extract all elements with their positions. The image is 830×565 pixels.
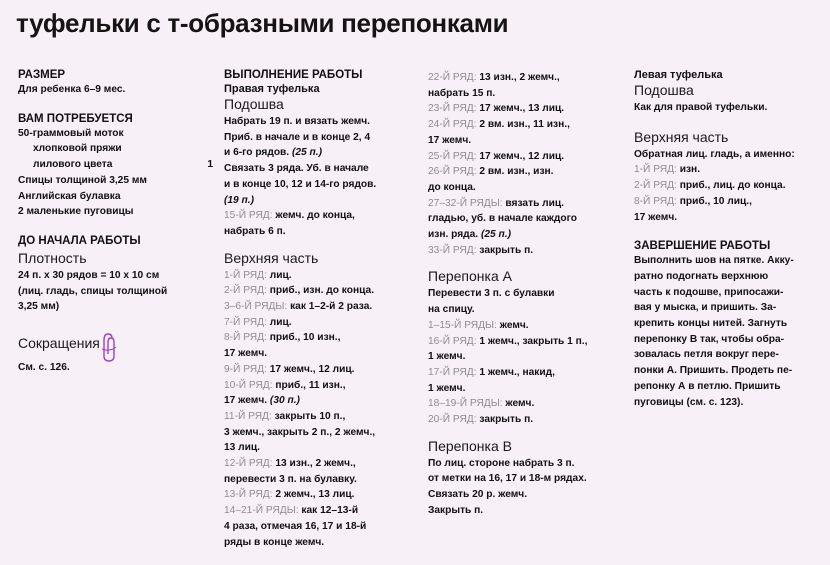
row-text: жемч.: [499, 319, 529, 331]
work-heading: ВЫПОЛНЕНИЕ РАБОТЫ: [224, 69, 363, 81]
materials-heading: ВАМ ПОТРЕБУЕТСЯ: [18, 112, 133, 125]
row-text: лиц.: [269, 269, 292, 281]
row-label: 20-Й РЯД:: [428, 414, 477, 426]
row-instruction: [428, 196, 628, 212]
row-label: 1-Й РЯД:: [634, 164, 677, 176]
row-text: 2 вм. изн., 11 изн.,: [479, 119, 570, 131]
instruction-line: 4 раза, отмечая 16, 17 и 18-й: [224, 520, 367, 532]
sole-subheading: Подошва: [224, 96, 284, 112]
density-line: 3,25 мм): [18, 301, 60, 313]
materials-line: [18, 157, 213, 173]
upper-subheading: Верхняя часть: [634, 128, 729, 145]
stitch-count: (25 п.): [291, 147, 322, 159]
upper-subheading: Верхняя часть: [224, 249, 319, 266]
row-instruction: [428, 318, 628, 334]
density-subheading: Плотность: [18, 249, 87, 266]
instruction-line: По лиц. стороне набрать 3 п.: [428, 457, 575, 469]
density-line: (лиц. гладь, спицы толщиной: [18, 285, 168, 297]
instruction-line: и в конце 10, 12 и 14-го рядов.: [224, 178, 377, 190]
row-text: как 1–2-й 2 раза.: [290, 301, 373, 313]
row-label: 23-Й РЯД:: [428, 103, 477, 115]
instruction-line: Как для правой туфельки.: [634, 102, 768, 113]
finishing-line: пуговицы (см. с. 123).: [634, 396, 744, 408]
row-text: 1 жемч., накид,: [479, 366, 555, 378]
instruction-line: набрать 6 п.: [224, 225, 286, 237]
finishing-line: понки А. Пришить. Продеть пе-: [634, 365, 793, 377]
column-left-shoe: [634, 68, 824, 410]
materials-line: 50-граммовый моток: [18, 127, 124, 139]
stitch-count: (19 п.): [224, 194, 255, 206]
row-label: 9-Й РЯД:: [224, 363, 267, 375]
strap-b-subheading: Перепонка В: [428, 437, 512, 454]
row-text: 13 изн., 2 жемч.,: [275, 458, 356, 470]
column-right-shoe: [224, 68, 419, 550]
row-instruction: [224, 487, 419, 503]
finishing-line: репонку А в петлю. Пришить: [634, 380, 781, 392]
instruction-line: 1 жемч.: [428, 382, 466, 394]
row-instruction: [428, 70, 628, 86]
row-label: 27–32-Й РЯДЫ:: [428, 197, 503, 209]
row-instruction: [634, 194, 824, 210]
materials-line: 2 маленькие пуговицы: [18, 206, 134, 218]
row-label: 18–19-Й РЯДЫ:: [428, 398, 503, 410]
row-label: 3–6-Й РЯДЫ:: [224, 301, 288, 313]
row-instruction: [428, 243, 628, 259]
row-label: 17-Й РЯД:: [428, 366, 477, 378]
abbreviations-subheading: Сокращения: [18, 334, 100, 351]
column-straps: [428, 70, 628, 519]
instruction-line: 17 жемч.: [224, 348, 268, 360]
row-text: 13 изн., 2 жемч.,: [479, 72, 560, 83]
row-instruction: [224, 283, 419, 299]
size-heading: РАЗМЕР: [18, 69, 66, 81]
row-label: 26-Й РЯД:: [428, 166, 477, 178]
row-instruction: [224, 503, 419, 519]
instruction-line: гладью, уб. в начале каждого: [428, 213, 577, 225]
row-instruction: [224, 315, 419, 331]
row-instruction: [428, 396, 628, 412]
row-text: приб., 11 изн.,: [275, 379, 346, 391]
finishing-heading: ЗАВЕРШЕНИЕ РАБОТЫ: [634, 240, 771, 253]
yarn-color: лилового цвета: [33, 159, 113, 171]
row-instruction: [224, 456, 419, 472]
row-label: 15-Й РЯД:: [224, 210, 273, 222]
safety-pin-icon: [102, 330, 124, 364]
instruction-line: Связать 3 ряда. Уб. в начале: [224, 163, 369, 175]
row-label: 8-Й РЯД:: [224, 332, 267, 344]
row-instruction: [224, 299, 419, 315]
row-text: вязать лиц.: [505, 197, 564, 209]
finishing-line: ратно подогнать верхнюю: [634, 270, 769, 282]
row-label: 2-Й РЯД:: [224, 285, 267, 297]
row-label: 8-Й РЯД:: [634, 195, 677, 207]
before-start-heading: ДО НАЧАЛА РАБОТЫ: [18, 234, 141, 247]
row-text: 17 жемч., 12 лиц.: [269, 363, 355, 375]
row-label: 33-Й РЯД:: [428, 244, 477, 256]
instruction-line: [224, 145, 419, 161]
row-label: 25-Й РЯД:: [428, 150, 477, 162]
yarn-quantity: 1: [207, 159, 213, 171]
size-text: Для ребенка 6–9 мес.: [18, 84, 126, 95]
row-instruction: [428, 365, 628, 381]
row-instruction: [428, 412, 628, 428]
row-label: 11-Й РЯД:: [224, 410, 272, 422]
instruction-line: [428, 227, 628, 243]
row-text: 2 вм. изн., изн.: [479, 166, 554, 178]
row-label: 7-Й РЯД:: [224, 316, 267, 328]
instruction-line: Набрать 19 п. и вязать жемч.: [224, 116, 371, 127]
instruction-text: изн. ряда.: [428, 229, 479, 241]
finishing-line: Выполнить шов на пятке. Акку-: [634, 255, 794, 267]
row-text: закрыть п.: [479, 244, 534, 256]
row-text: как 12–13-й: [301, 505, 359, 517]
strap-a-subheading: Перепонка А: [428, 268, 512, 285]
row-instruction: [224, 208, 419, 224]
finishing-line: вая у мыска, и пришить. За-: [634, 302, 777, 314]
finishing-line: часть к подошве, припосажи-: [634, 286, 784, 298]
row-label: 22-Й РЯД:: [428, 72, 477, 83]
stitch-count: (25 п.): [480, 229, 511, 241]
row-text: 1 жемч., закрыть 1 п.,: [479, 335, 588, 347]
row-text: закрыть 10 п.,: [274, 410, 346, 422]
row-instruction: [224, 378, 419, 394]
materials-line: Спицы толщиной 3,25 мм: [18, 174, 147, 186]
instruction-line: 13 лиц.: [224, 442, 260, 454]
materials-line: Английская булавка: [18, 190, 121, 202]
instruction-line: [224, 393, 419, 409]
row-label: 13-Й РЯД:: [224, 489, 273, 501]
row-instruction: [224, 409, 419, 425]
row-instruction: [428, 149, 628, 165]
row-label: 14–21-Й РЯДЫ:: [224, 505, 299, 517]
instruction-line: до конца.: [428, 181, 476, 193]
sole-subheading: Подошва: [634, 82, 694, 98]
row-instruction: [224, 330, 419, 346]
row-text: жемч. до конца,: [275, 210, 355, 222]
stitch-count: (30 п.): [269, 395, 300, 407]
row-instruction: [428, 101, 628, 117]
row-text: приб., 10 изн.,: [269, 332, 341, 344]
instruction-line: 17 жемч.: [634, 211, 678, 223]
row-text: приб., изн. до конца.: [269, 285, 375, 297]
row-text: 2 жемч., 13 лиц.: [275, 489, 355, 501]
row-instruction: [428, 164, 628, 180]
row-label: 16-Й РЯД:: [428, 335, 477, 347]
page-title: туфельки с т-образными перепонками: [16, 8, 509, 38]
density-line: 24 п. х 30 рядов = 10 х 10 см: [18, 269, 160, 281]
instruction-line: от метки на 16, 17 и 18-м рядах.: [428, 473, 587, 485]
row-text: 17 жемч., 13 лиц.: [479, 103, 565, 115]
instruction-line: Связать 20 р. жемч.: [428, 489, 528, 501]
finishing-line: перепонку В так, чтобы обра-: [634, 333, 785, 345]
row-text: изн.: [679, 164, 701, 176]
row-instruction: [224, 362, 419, 378]
row-text: 17 жемч., 12 лиц.: [479, 150, 565, 162]
instruction-line: набрать 15 п.: [428, 87, 496, 99]
instruction-line: 3 жемч., закрыть 2 п., 2 жемч.,: [224, 426, 376, 438]
instruction-line: Приб. в начале и в конце 2, 4: [224, 131, 371, 143]
finishing-line: зовалась петля вокруг пере-: [634, 349, 779, 361]
materials-line: хлопковой пряжи: [33, 143, 122, 155]
instruction-line: на спицу.: [428, 304, 475, 316]
instruction-line: Перевести 3 п. с булавки: [428, 288, 555, 300]
row-label: 2-Й РЯД:: [634, 180, 677, 192]
row-instruction: [634, 162, 824, 178]
instruction-line: 1 жемч.: [428, 351, 466, 363]
finishing-line: крепить концы нитей. Загнуть: [634, 318, 788, 330]
instruction-text: и 6-го рядов.: [224, 147, 290, 159]
row-text: приб., 10 лиц.,: [679, 195, 752, 207]
instruction-line: перевести 3 п. на булавку.: [224, 473, 357, 485]
right-shoe-heading: Правая туфелька: [224, 83, 320, 95]
row-instruction: [428, 334, 628, 350]
row-label: 1–15-Й РЯДЫ:: [428, 319, 497, 331]
row-label: 1-Й РЯД:: [224, 269, 267, 281]
row-text: приб., лиц. до конца.: [679, 180, 786, 192]
row-instruction: [428, 117, 628, 133]
row-label: 12-Й РЯД:: [224, 458, 273, 470]
instruction-line: Обратная лиц. гладь, а именно:: [634, 148, 795, 160]
abbreviations-block: [18, 326, 213, 360]
left-shoe-heading: Левая туфелька: [634, 69, 723, 81]
instruction-line: ряды в конце жемч.: [224, 536, 325, 548]
row-instruction: [224, 268, 419, 284]
instruction-text: 17 жемч.: [224, 395, 268, 407]
row-label: 10-Й РЯД:: [224, 379, 273, 391]
row-label: 24-Й РЯД:: [428, 119, 477, 131]
row-text: закрыть п.: [479, 414, 534, 426]
abbreviations-text: См. с. 126.: [18, 362, 70, 374]
row-instruction: [634, 178, 824, 194]
instruction-line: 17 жемч.: [428, 134, 472, 146]
column-materials: [18, 68, 213, 376]
instruction-line: Закрыть п.: [428, 504, 484, 516]
row-text: жемч.: [505, 398, 535, 410]
row-text: лиц.: [269, 316, 292, 328]
